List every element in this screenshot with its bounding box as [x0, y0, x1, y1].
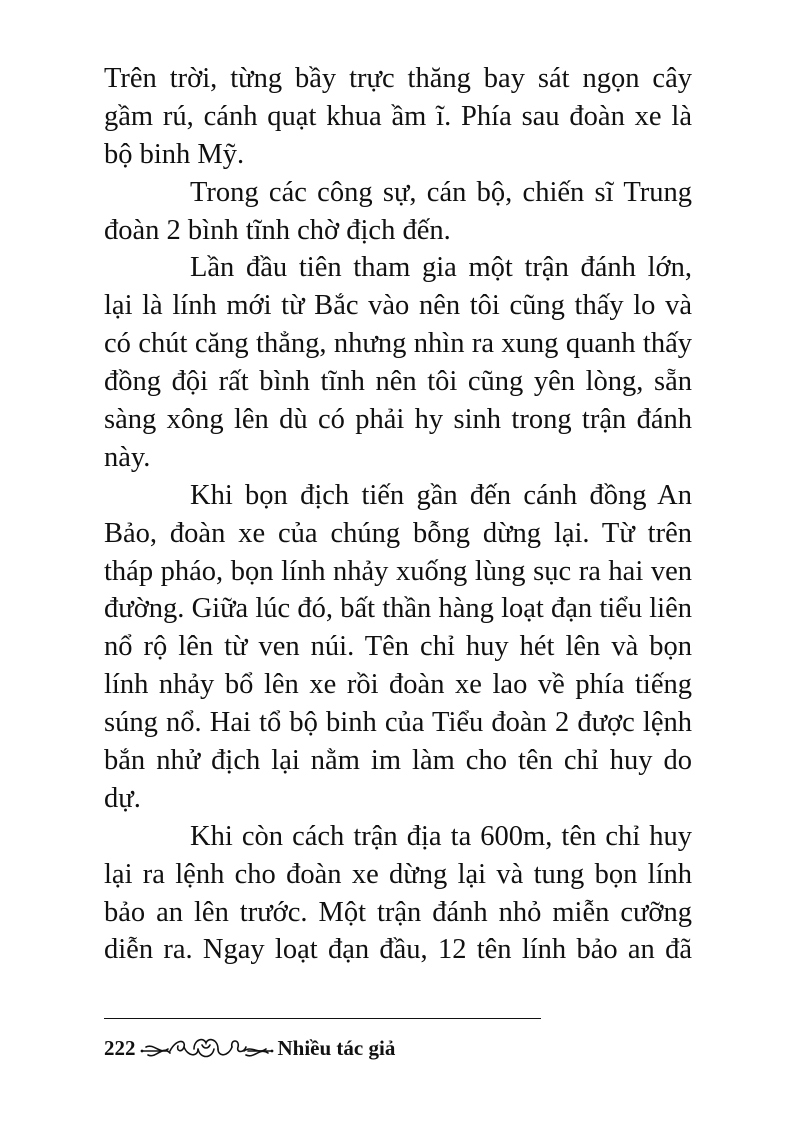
text-line: sàng xông lên dù có phải hy sinh trong trận đánh — [104, 404, 692, 436]
text-line: bắn nhử địch lại nằm im làm cho tên chỉ huy do — [104, 745, 692, 777]
text-line: Khi còn cách trận địa ta 600m, tên chỉ huy — [190, 820, 692, 852]
text-line: bộ binh Mỹ. — [104, 138, 245, 170]
footer-rule — [104, 1018, 541, 1019]
text-line: đoàn 2 bình tĩnh chờ địch đến. — [104, 214, 451, 246]
text-line: dự. — [104, 782, 141, 814]
text-line: đồng đội rất bình tĩnh nên tôi cũng yên lòng, sẵn — [104, 366, 692, 398]
page-number: 222 — [104, 1035, 136, 1060]
book-title: Nhiều tác giả — [277, 1035, 396, 1060]
text-line: lại ra lệnh cho đoàn xe dừng lại và tung bọn lính — [104, 858, 692, 890]
text-line: này. — [104, 441, 151, 473]
text-line: Khi bọn địch tiến gần đến cánh đồng An — [190, 479, 692, 511]
text-line: gầm rú, cánh quạt khua ầm ĩ. Phía sau đoàn xe là — [104, 100, 692, 132]
text-line: bảo an lên trước. Một trận đánh nhỏ miễn cưỡng — [104, 896, 692, 928]
text-line: Bảo, đoàn xe của chúng bỗng dừng lại. Từ trên — [104, 517, 692, 549]
scroll-ornament-icon — [140, 1033, 274, 1063]
text-line: lại là lính mới từ Bắc vào nên tôi cũng thấy lo và — [104, 290, 692, 322]
text-line: lính nhảy bổ lên xe rồi đoàn xe lao về phía tiếng — [104, 669, 692, 701]
text-line: Trên trời, từng bầy trực thăng bay sát ngọn cây — [104, 63, 692, 94]
text-line: Lần đầu tiên tham gia một trận đánh lớn, — [190, 252, 692, 284]
page-footer — [104, 1030, 395, 1066]
text-line: súng nổ. Hai tổ bộ binh của Tiểu đoàn 2 được lệnh — [104, 707, 692, 739]
text-line: tháp pháo, bọn lính nhảy xuống lùng sục ra hai ven — [104, 555, 692, 587]
body-text — [104, 60, 692, 969]
text-line: nổ rộ lên từ ven núi. Tên chỉ huy hét lên và bọn — [104, 631, 692, 663]
text-line: đường. Giữa lúc đó, bất thần hàng loạt đạn tiểu liên — [104, 593, 692, 625]
text-line: diễn ra. Ngay loạt đạn đầu, 12 tên lính bảo an đã — [104, 934, 692, 966]
text-line: Trong các công sự, cán bộ, chiến sĩ Trung — [190, 176, 692, 208]
text-line: có chút căng thẳng, nhưng nhìn ra xung quanh thấy — [104, 328, 692, 360]
